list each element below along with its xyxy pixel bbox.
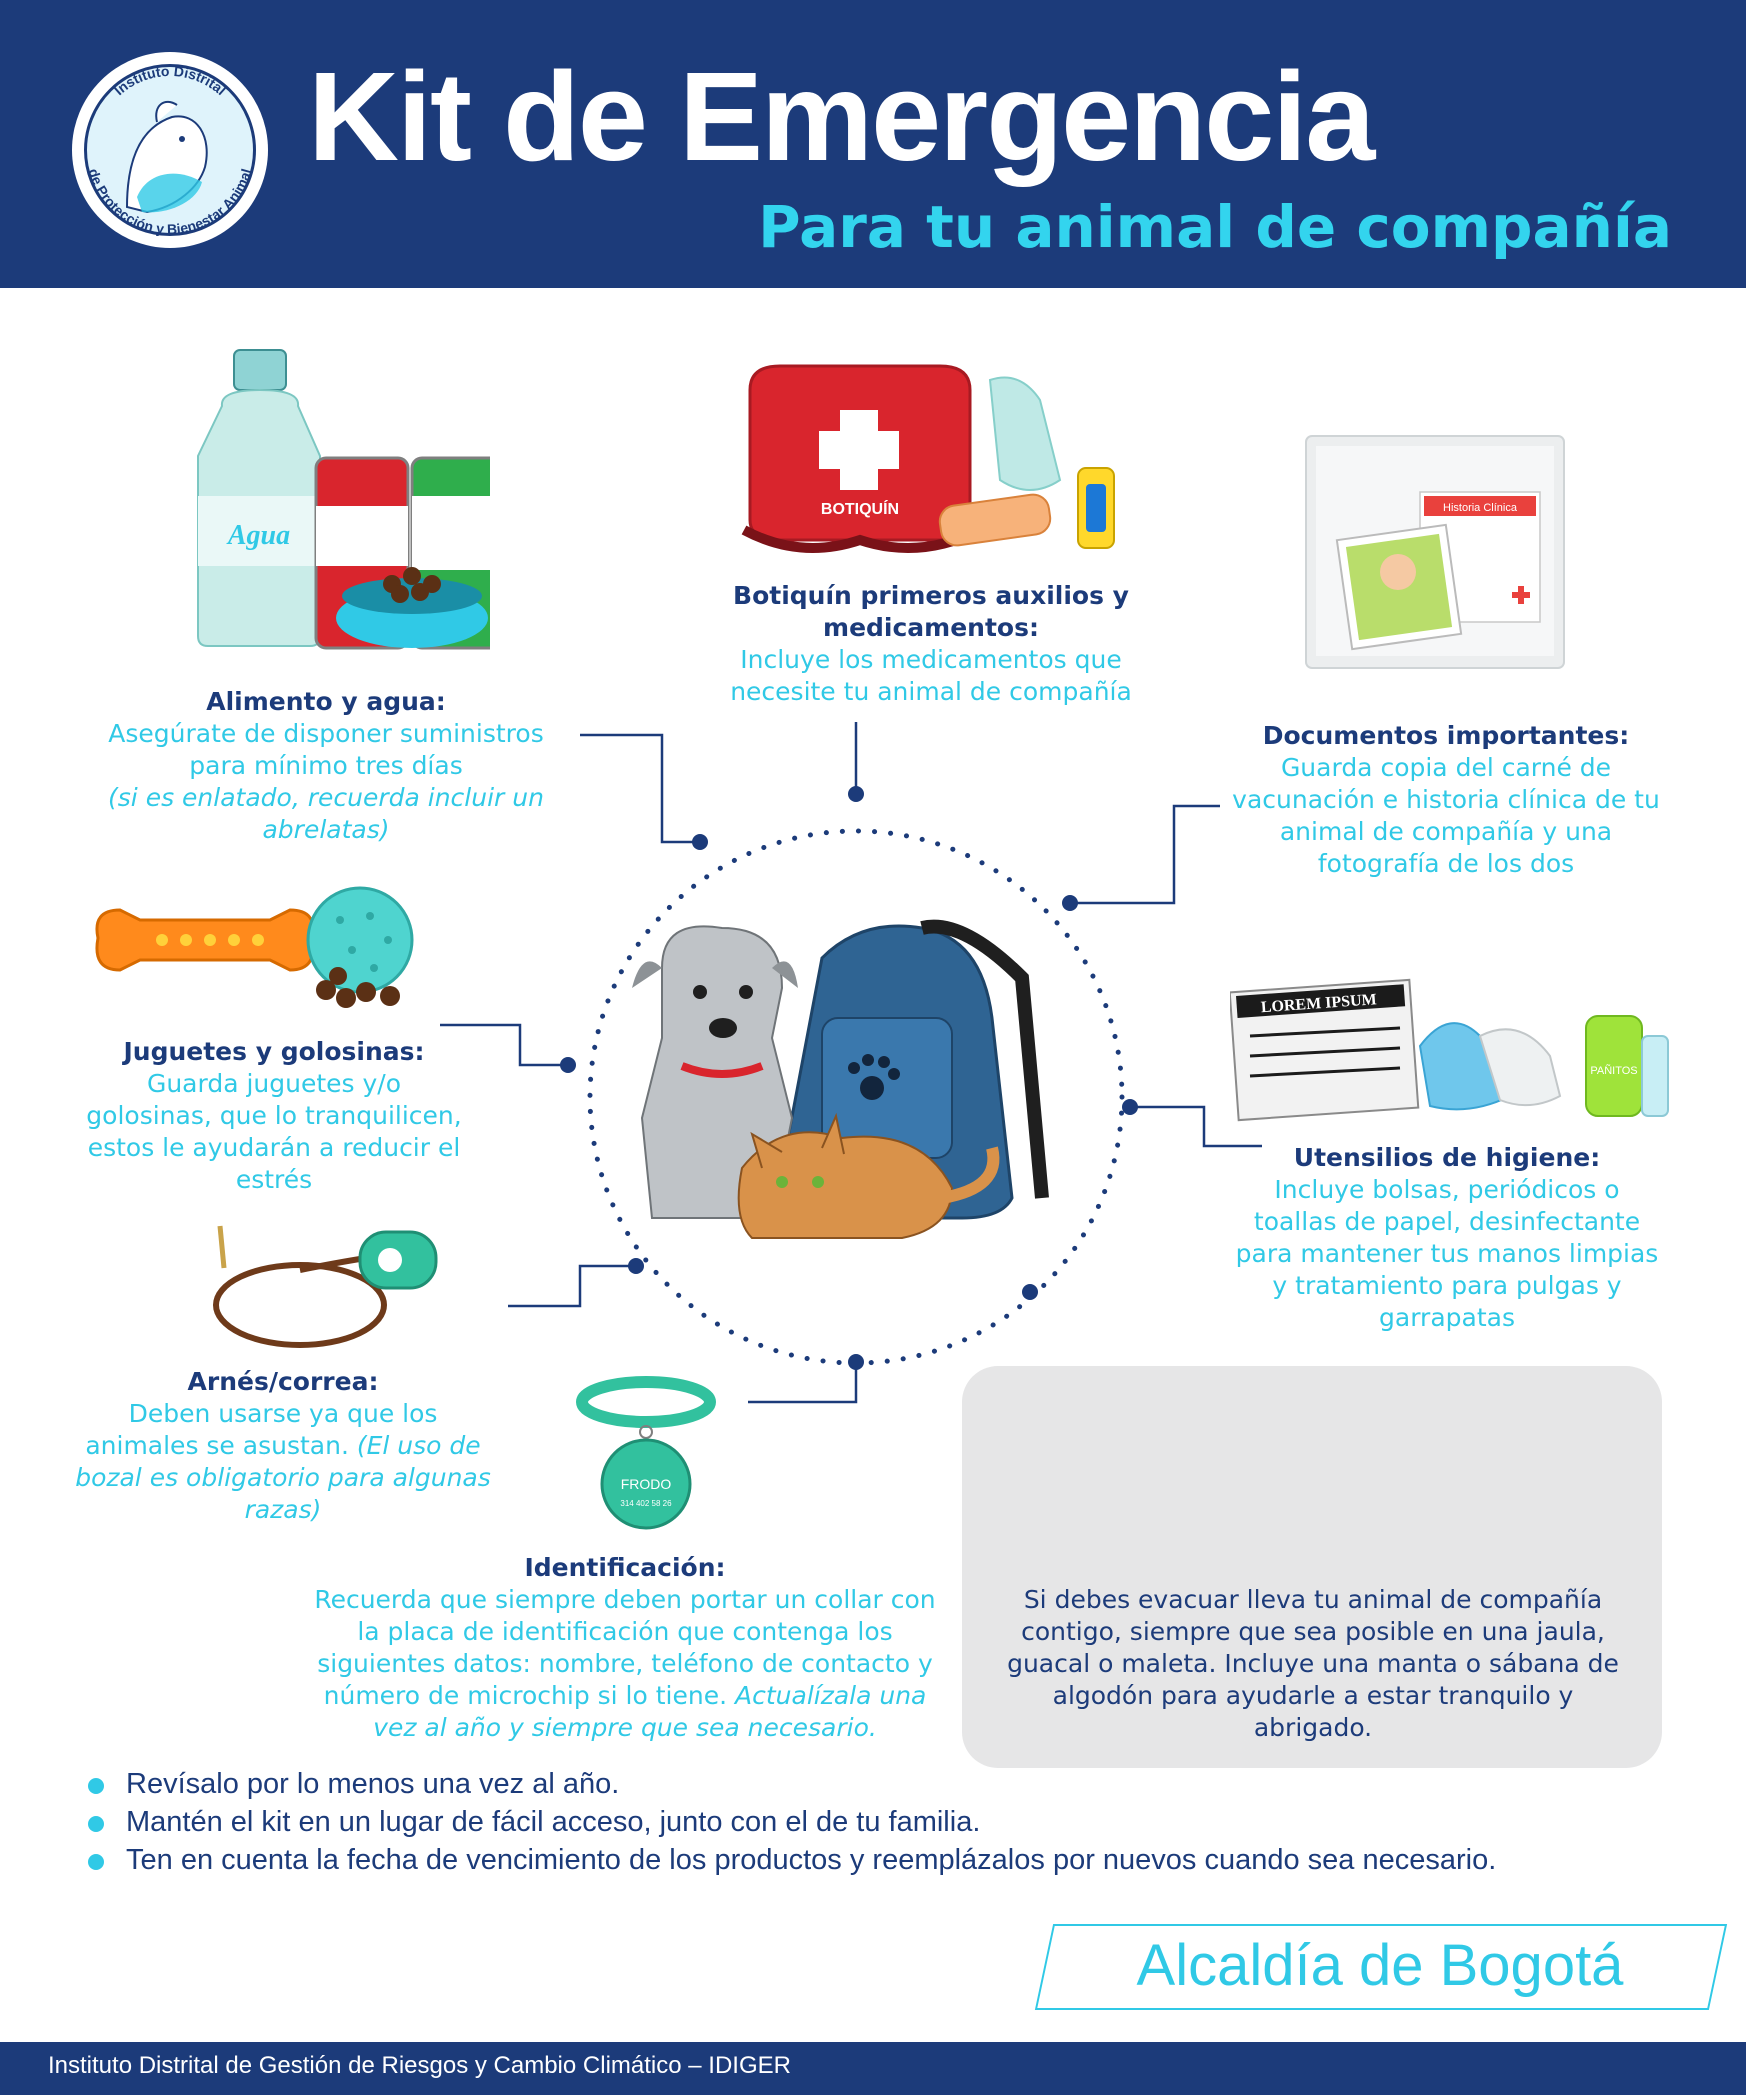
- food-water-section: [96, 686, 556, 846]
- toys-section: [84, 1036, 464, 1196]
- documents-section: [1226, 720, 1666, 880]
- brand-name: Alcaldía de Bogotá: [1136, 1933, 1624, 1998]
- tip-1: Revísalo por lo menos una vez al año.: [126, 1768, 620, 1800]
- connector-dot: [848, 1354, 864, 1370]
- documents-text: Guarda copia del carné de vacunación e historia clínica de tu animal de compañía y una fotografía de los dos: [1232, 753, 1660, 878]
- documents-heading: Documentos importantes:: [1262, 721, 1630, 750]
- food-water-heading: Alimento y agua:: [206, 687, 446, 716]
- id-heading: Identificación:: [524, 1553, 726, 1582]
- tip-bullet: [88, 1854, 104, 1870]
- tip-bullet: [88, 1816, 104, 1832]
- toys-text: Guarda juguetes y/o golosinas, que lo tranquilicen, estos le ayudarán a reducir el estrés: [86, 1069, 462, 1194]
- footer-credit: Instituto Distrital de Gestión de Riesgos y Cambio Climático – IDIGER: [48, 2052, 791, 2079]
- hygiene-text: Incluye bolsas, periódicos o toallas de papel, desinfectante para mantener tus manos limpias y tratamiento para pulgas y garrapatas: [1235, 1175, 1659, 1332]
- page-title: Kit de Emergencia: [308, 46, 1374, 187]
- firstaid-section: [706, 580, 1156, 708]
- toys-heading: Juguetes y golosinas:: [123, 1037, 425, 1066]
- id-note: Actualízala una vez al año y siempre que sea necesario.: [373, 1681, 927, 1742]
- hygiene-section: [1232, 1142, 1662, 1334]
- id-collar-illustration: [576, 1374, 716, 1530]
- wipes-label: PAÑITOS: [1590, 1065, 1638, 1077]
- food-water-text: Asegúrate de disponer suministros para mínimo tres días: [108, 719, 544, 780]
- medical-history-label: Historia Clínica: [1443, 502, 1517, 514]
- tip-2: Mantén el kit en un lugar de fácil acceso, junto con el de tu familia.: [126, 1806, 981, 1838]
- id-text: Recuerda que siempre deben portar un collar con la placa de identificación que contenga los siguientes datos: nombre, teléfono de contacto y número de microchip si lo tiene.: [314, 1585, 936, 1710]
- tip-3: Ten en cuenta la fecha de vencimiento de los productos y reemplázalos por nuevos cuando sea necesario.: [126, 1844, 1497, 1876]
- leash-heading: Arnés/correa:: [187, 1367, 379, 1396]
- svg-text:Instituto Distrital: Instituto Distrital: [110, 62, 230, 99]
- newspaper-label: LOREM IPSUM: [1260, 991, 1378, 1017]
- tag-number: 314 402 58 26: [620, 1499, 672, 1508]
- connector-dot: [692, 834, 708, 850]
- toys-illustration: [90, 880, 440, 1020]
- page-subtitle: Para tu animal de compañía: [758, 193, 1672, 261]
- connector-dot: [1062, 895, 1078, 911]
- leash-illustration: [210, 1220, 450, 1360]
- tag-name: FRODO: [620, 1476, 672, 1492]
- connector-dot: [848, 786, 864, 802]
- firstaid-illustration: [740, 360, 1130, 578]
- id-section: [300, 1552, 950, 1744]
- leash-section: [70, 1366, 496, 1526]
- leash-text: Deben usarse ya que los animales se asustan.: [85, 1399, 438, 1460]
- connector-dot: [560, 1057, 576, 1073]
- firstaid-text: Incluye los medicamentos que necesite tu animal de compañía: [730, 645, 1132, 706]
- connector-dot: [1122, 1099, 1138, 1115]
- firstaid-kit-label: BOTIQUÍN: [820, 501, 900, 518]
- documents-illustration: [1300, 432, 1570, 672]
- leash-note: (El uso de bozal es obligatorio para algunas razas): [75, 1431, 491, 1524]
- firstaid-heading: Botiquín primeros auxilios y medicamentos:: [733, 581, 1129, 642]
- evacuation-text: Si debes evacuar lleva tu animal de compañía contigo, siempre que sea posible en una jaula, guacal o maleta. Incluye una manta o sábana de algodón para ayudarle a estar tranquilo y abrigado.: [1007, 1585, 1619, 1742]
- hygiene-illustration: [1230, 976, 1670, 1126]
- food-water-illustration: [180, 346, 490, 676]
- hygiene-heading: Utensilios de higiene:: [1293, 1143, 1601, 1172]
- svg-text:de Protección y Bienestar Anim: de Protección y Bienestar Animal: [85, 166, 255, 238]
- tip-bullet: [88, 1778, 104, 1794]
- pets-backpack-illustration: [622, 898, 1062, 1298]
- water-label: Agua: [227, 520, 291, 551]
- food-water-note: (si es enlatado, recuerda incluir un abrelatas): [108, 783, 544, 844]
